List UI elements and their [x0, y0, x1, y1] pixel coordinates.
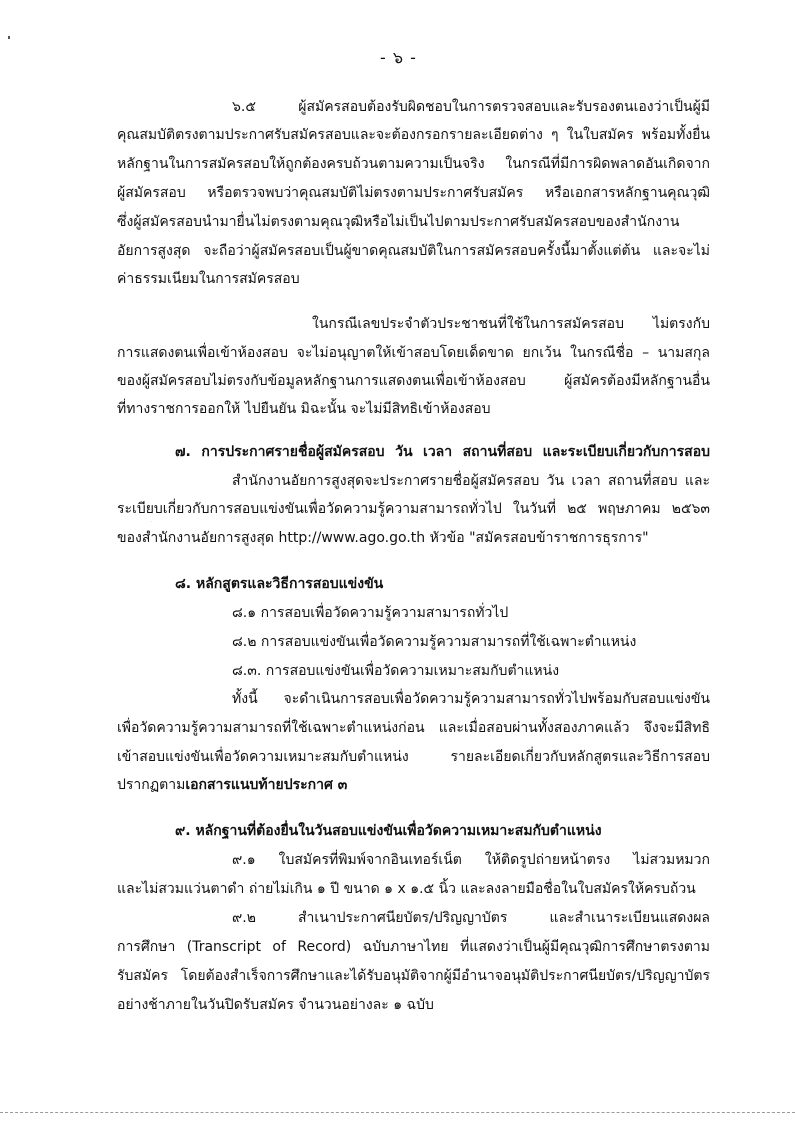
paragraph-line: ค่าธรรมเนียมในการสมัครสอบ [117, 271, 300, 287]
paragraph-line: ผู้สมัครสอบ หรือตรวจพบว่าคุณสมบัติไม่ตรงตามประกาศรับสมัคร หรือเอกสารหลักฐานคุณวุฒิ [117, 185, 710, 201]
paragraph-line: เพื่อวัดความรู้ความสามารถที่ใช้เฉพาะตำแหน่งก่อน และเมื่อสอบผ่านทั้งสองภาคแล้ว จึงจะมีสิทธิ [117, 720, 710, 736]
page-number: - ๖ - [380, 48, 417, 67]
paragraph-line: ๖.๕ ผู้สมัครสอบต้องรับผิดชอบในการตรวจสอบและรับรองตนเองว่าเป็นผู้มี [232, 99, 710, 115]
section-heading: ๘. หลักสูตรและวิธีการสอบแข่งขัน [175, 576, 384, 592]
paragraph-line: สำนักงานอัยการสูงสุดจะประกาศรายชื่อผู้สมัครสอบ วัน เวลา สถานที่สอบ และ [232, 473, 710, 489]
list-item: ๘.๒ การสอบแข่งขันเพื่อวัดความรู้ความสามารถที่ใช้เฉพาะตำแหน่ง [232, 634, 637, 650]
list-item: ๘.๑ การสอบเพื่อวัดความรู้ความสามารถทั่วไป [232, 605, 509, 621]
section-heading: ๗. การประกาศรายชื่อผู้สมัครสอบ วัน เวลา สถานที่สอบ และระเบียบเกี่ยวกับการสอบ [175, 444, 710, 460]
paragraph-line: คุณสมบัติตรงตามประกาศรับสมัครสอบและจะต้องกรอกรายละเอียดต่าง ๆ ในใบสมัคร พร้อมทั้งยื่น [117, 127, 710, 143]
paragraph-line [117, 774, 347, 796]
paragraph-line: ที่ทางราชการออกให้ ไปยืนยัน มิฉะนั้น จะไม่มีสิทธิเข้าห้องสอบ [117, 401, 491, 417]
paragraph-line: การศึกษา (Transcript of Record) ฉบับภาษาไทย ที่แสดงว่าเป็นผู้มีคุณวุฒิการศึกษาตรงตาม [117, 939, 710, 955]
paragraph-line: ของผู้สมัครสอบไม่ตรงกับข้อมูลหลักฐานการแสดงตนเพื่อเข้าห้องสอบ ผู้สมัครต้องมีหลักฐานอื่น [117, 373, 710, 389]
scan-artifact-mark [8, 36, 10, 39]
paragraph-line: เข้าสอบแข่งขันเพื่อวัดความเหมาะสมกับตำแหน่ง รายละเอียดเกี่ยวกับหลักสูตรและวิธีการสอบ [117, 749, 710, 765]
attachment-reference-prefix: ปรากฏตาม [117, 777, 186, 793]
paragraph-line: ระเบียบเกี่ยวกับการสอบแข่งขันเพื่อวัดความรู้ความสามารถทั่วไป ในวันที่ ๒๕ พฤษภาคม ๒๕๖๓ [117, 501, 710, 517]
paragraph-line: และไม่สวมแว่นตาดำ ถ่ายไม่เกิน ๑ ปี ขนาด ๑ x ๑.๕ นิ้ว และลงลายมือชื่อในใบสมัครให้ครบถ้วน [117, 881, 696, 897]
paragraph-line: หลักฐานในการสมัครสอบให้ถูกต้องครบถ้วนตามความเป็นจริง ในกรณีที่มีการผิดพลาดอันเกิดจาก [117, 156, 710, 172]
list-item: ๘.๓. การสอบแข่งขันเพื่อวัดความเหมาะสมกับตำแหน่ง [232, 663, 560, 679]
paragraph-line: รับสมัคร โดยต้องสำเร็จการศึกษาและได้รับอนุมัติจากผู้มีอำนาจอนุมัติประกาศนียบัตร/ปริญญาบัตร [117, 968, 710, 984]
scan-bottom-edge [0, 1112, 795, 1113]
section-heading: ๙. หลักฐานที่ต้องยื่นในวันสอบแข่งขันเพื่อวัดความเหมาะสมกับตำแหน่ง [175, 823, 602, 839]
paragraph-line: ของสำนักงานอัยการสูงสุด http://www.ago.go.th หัวข้อ "สมัครสอบข้าราชการธุรการ" [117, 530, 649, 546]
paragraph-line: ทั้งนี้ จะดำเนินการสอบเพื่อวัดความรู้ความสามารถทั่วไปพร้อมกับสอบแข่งขัน [232, 691, 710, 707]
paragraph-line: อย่างช้าภายในวันปิดรับสมัคร จำนวนอย่างละ ๑ ฉบับ [117, 997, 434, 1013]
paragraph-line: ซึ่งผู้สมัครสอบนำมายื่นไม่ตรงตามคุณวุฒิหรือไม่เป็นไปตามประกาศรับสมัครสอบของสำนักงาน [117, 214, 680, 230]
paragraph-line: ในกรณีเลขประจำตัวประชาชนที่ใช้ในการสมัครสอบ ไม่ตรงกับ [312, 316, 710, 332]
paragraph-line: ๙.๒ สำเนาประกาศนียบัตร/ปริญญาบัตร และสำเนาระเบียนแสดงผล [232, 910, 710, 926]
attachment-reference: เอกสารแนบท้ายประกาศ ๓ [185, 777, 348, 793]
paragraph-line: การแสดงตนเพื่อเข้าห้องสอบ จะไม่อนุญาตให้เข้าสอบโดยเด็ดขาด ยกเว้น ในกรณีชื่อ – นามสกุล [117, 345, 710, 361]
paragraph-line: อัยการสูงสุด จะถือว่าผู้สมัครสอบเป็นผู้ขาดคุณสมบัติในการสมัครสอบครั้งนี้มาตั้งแต่ต้น และจะไม่ [117, 243, 710, 259]
paragraph-line: ๙.๑ ใบสมัครที่พิมพ์จากอินเทอร์เน็ต ให้ติดรูปถ่ายหน้าตรง ไม่สวมหมวก [232, 852, 710, 868]
